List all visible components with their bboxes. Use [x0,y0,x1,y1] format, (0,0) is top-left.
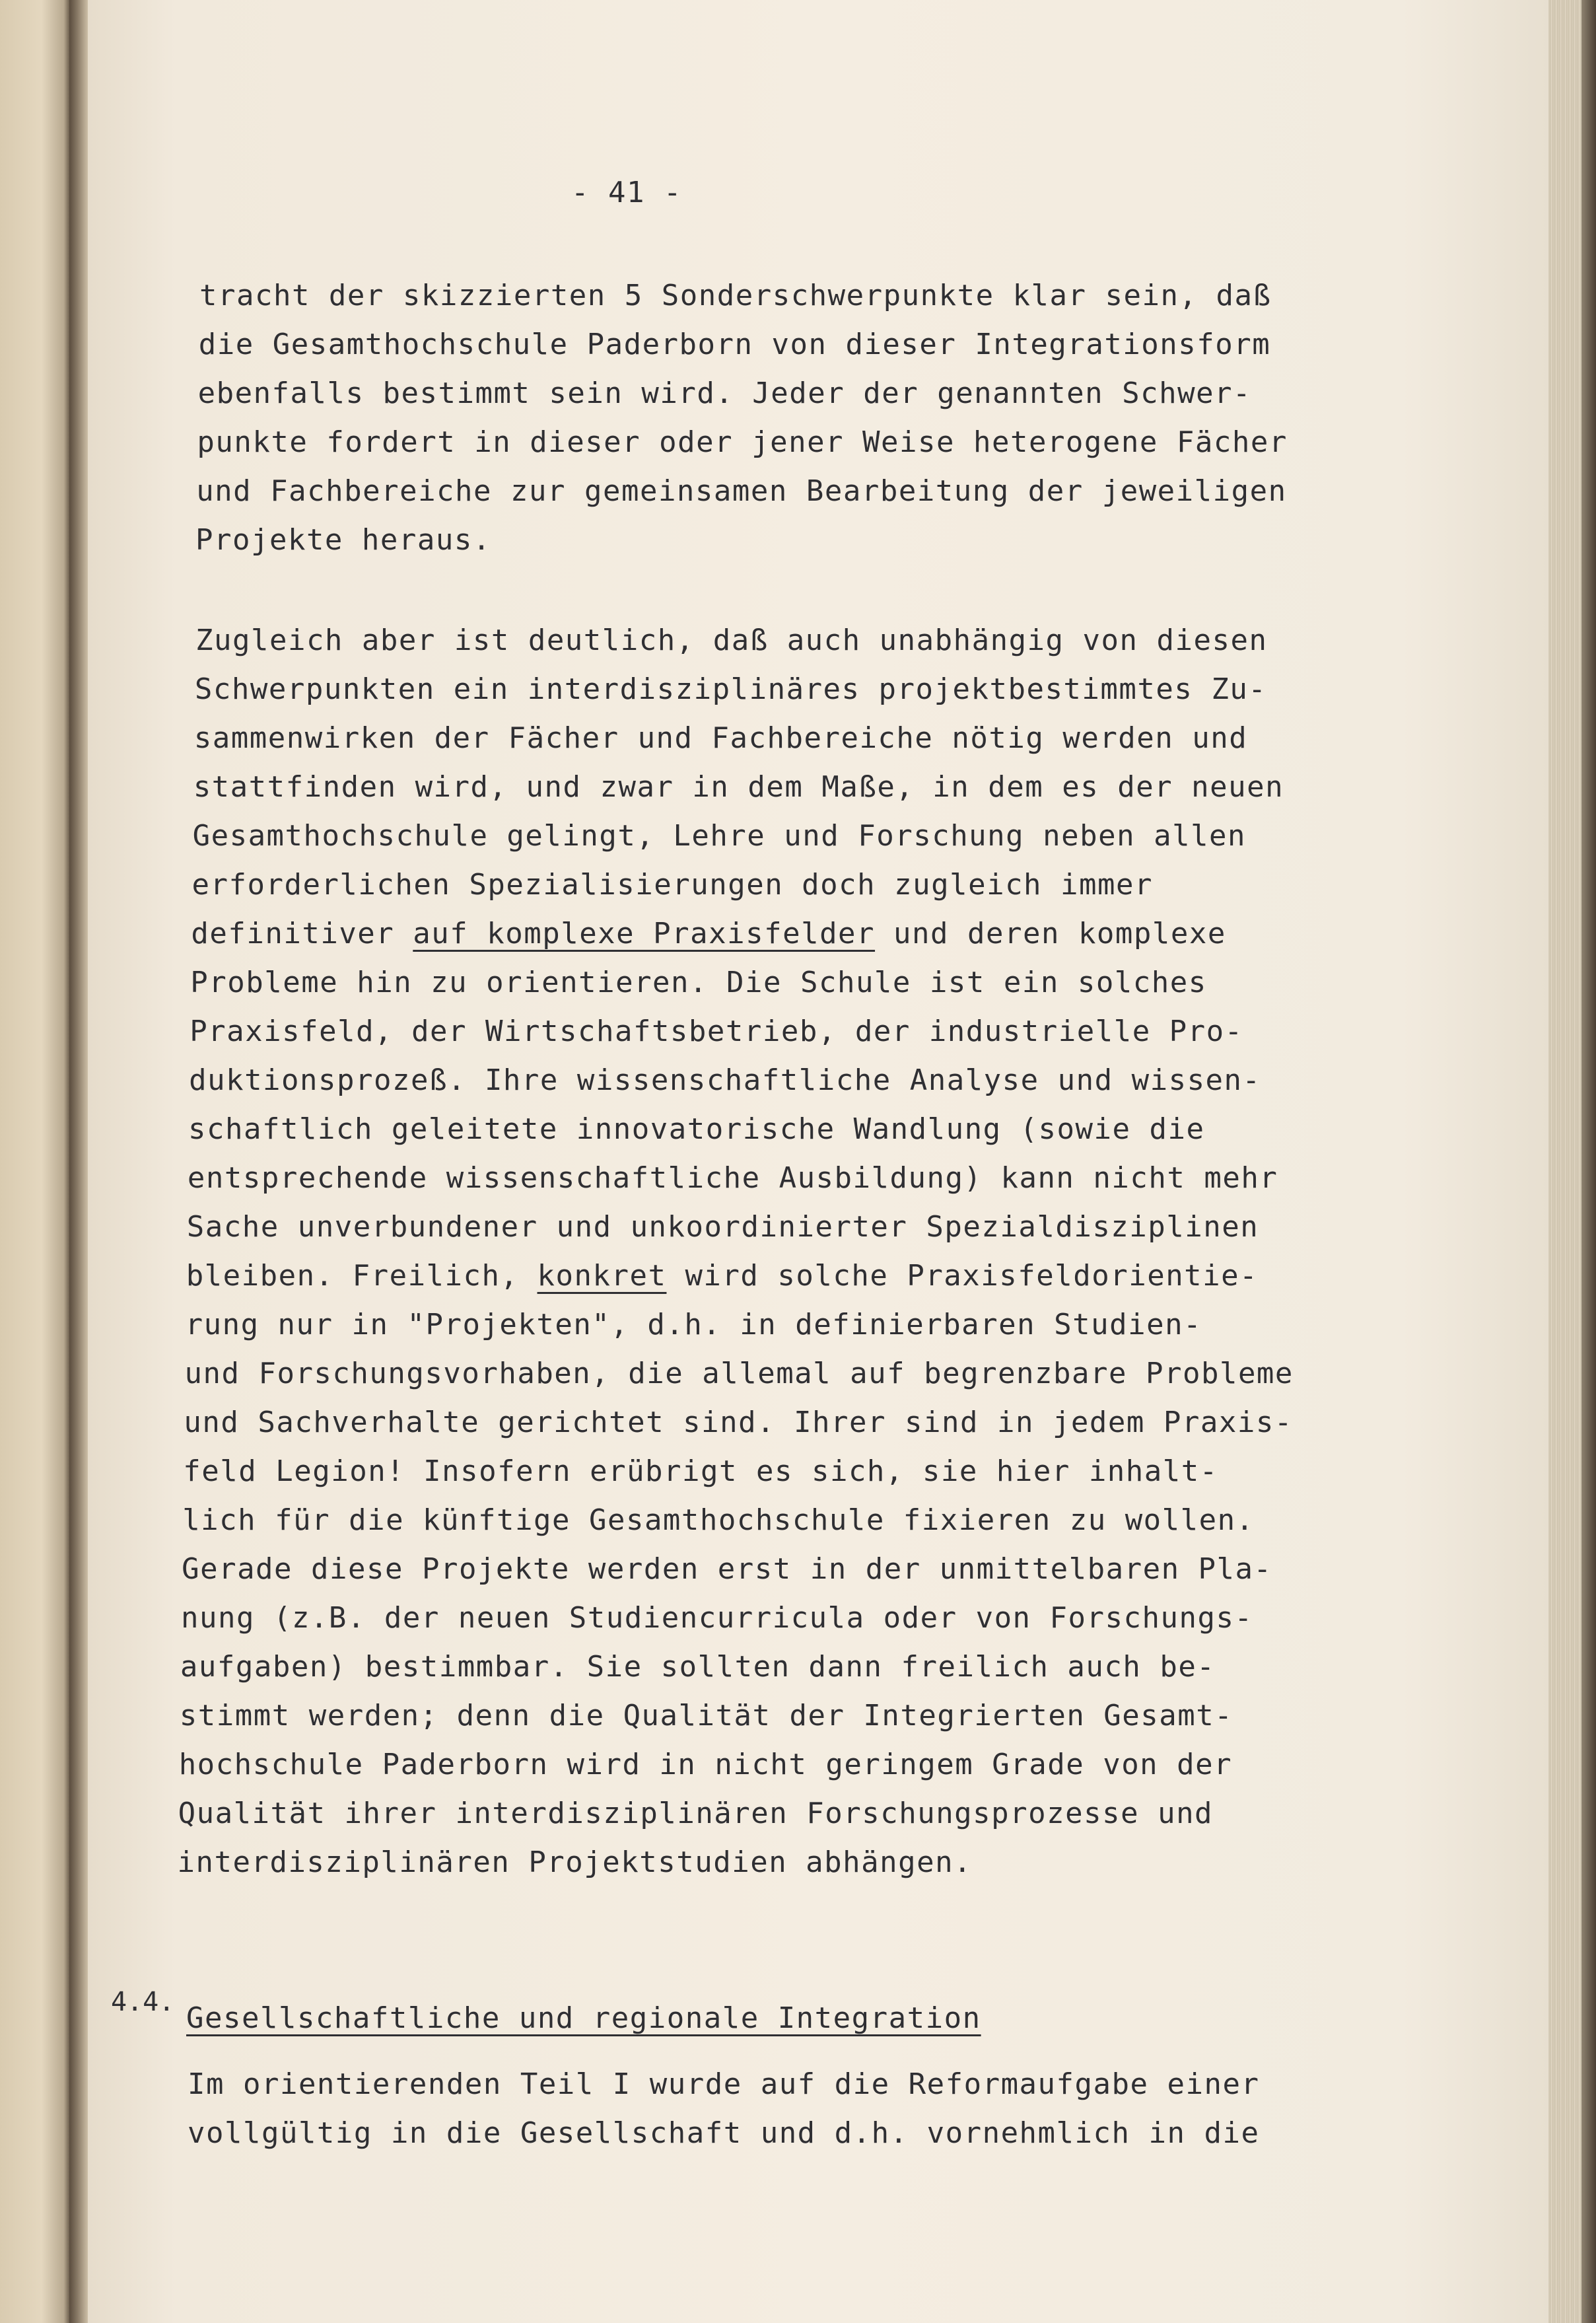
text-line: Probleme hin zu orientieren. Die Schule ist ein solches [190,966,1207,999]
text-line: schaftlich geleitete innovatorische Wandlung (sowie die [188,1112,1205,1146]
text-line: Gerade diese Projekte werden erst in der unmittelbaren Pla- [182,1552,1272,1586]
text-line [186,1259,1258,1293]
text-run: und deren komplexe [875,917,1226,950]
book-gutter [69,0,88,2323]
text-line: duktionsprozeß. Ihre wissenschaftliche Analyse und wissen- [189,1063,1261,1097]
left-page-edge [0,0,69,2323]
text-line: entsprechende wissenschaftliche Ausbildung) kann nicht mehr [187,1161,1278,1195]
text-line: und Fachbereiche zur gemeinsamen Bearbeitung der jeweiligen [196,474,1287,508]
text-line: stattfinden wird, und zwar in dem Maße, in dem es der neuen [193,770,1284,804]
text-line: Schwerpunkten ein interdisziplinäres projektbestimmtes Zu- [194,672,1267,706]
text-line: tracht der skizzierten 5 Sonderschwerpunkte klar sein, daß [199,279,1272,312]
text-line: interdisziplinären Projektstudien abhängen. [177,1845,973,1879]
text-line: Im orientierenden Teil I wurde auf die Reformaufgabe einer [188,2067,1260,2101]
text-line: sammenwirken der Fächer und Fachbereiche nötig werden und [193,721,1248,755]
text-line: aufgaben) bestimmbar. Sie sollten dann freilich auch be- [180,1650,1216,1684]
text-line: Gesamthochschule gelingt, Lehre und Forschung neben allen [192,819,1247,853]
text-line: erforderlichen Spezialisierungen doch zugleich immer [191,868,1153,902]
text-line: Projekte heraus. [195,523,491,557]
text-line: Sache unverbundener und unkoordinierter Spezialdisziplinen [186,1210,1259,1244]
text-run: bleiben. Freilich, [186,1259,538,1293]
text-run: definitiver [191,917,413,950]
text-line: die Gesamthochschule Paderborn von dieser Integrationsform [198,328,1271,361]
text-line: rung nur in "Projekten", d.h. in definierbaren Studien- [185,1308,1202,1341]
text-line: hochschule Paderborn wird in nicht geringem Grade von der [178,1748,1233,1781]
text-run: wird solche Praxisfeldorientie- [666,1259,1259,1293]
section-heading: Gesellschaftliche und regionale Integration [186,2001,981,2035]
underlined-emphasis: konkret [537,1259,667,1293]
page-edge-shadow [1581,0,1596,2323]
text-line: lich für die künftige Gesamthochschule fixieren zu wollen. [182,1503,1255,1537]
text-line: nung (z.B. der neuen Studiencurricula oder von Forschungs- [181,1601,1253,1635]
text-line [191,917,1226,950]
text-line: vollgültig in die Gesellschaft und d.h. vornehmlich in die [188,2116,1260,2150]
text-line: Zugleich aber ist deutlich, daß auch unabhängig von diesen [195,624,1268,657]
text-line: ebenfalls bestimmt sein wird. Jeder der genannten Schwer- [197,376,1252,410]
text-line: Qualität ihrer interdisziplinären Forschungsprozesse und [178,1797,1214,1830]
text-line: und Sachverhalte gerichtet sind. Ihrer sind in jedem Praxis- [184,1406,1293,1439]
text-line: Praxisfeld, der Wirtschaftsbetrieb, der industrielle Pro- [190,1015,1243,1048]
page-number: - 41 - [571,176,682,209]
section-number: 4.4. [111,1987,175,2017]
text-line: und Forschungsvorhaben, die allemal auf begrenzbare Probleme [184,1357,1294,1390]
text-line: stimmt werden; denn die Qualität der Integrierten Gesamt- [179,1699,1233,1733]
text-line: punkte fordert in dieser oder jener Weise heterogene Fächer [197,425,1288,459]
text-line: feld Legion! Insofern erübrigt es sich, sie hier inhalt- [183,1454,1218,1488]
underlined-emphasis: auf komplexe Praxisfelder [413,917,876,950]
